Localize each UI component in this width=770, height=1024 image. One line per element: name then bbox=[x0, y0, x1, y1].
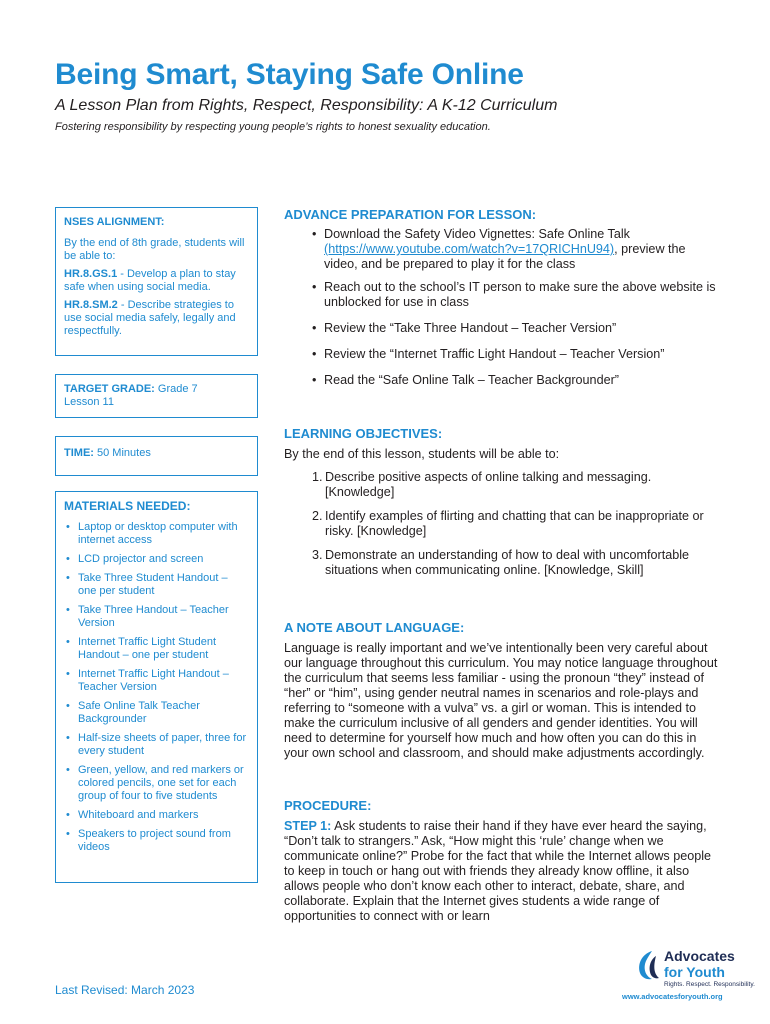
procedure-heading: PROCEDURE: bbox=[284, 798, 372, 813]
target-heading: TARGET GRADE: bbox=[64, 383, 155, 395]
objective-text: Identify examples of flirting and chatting that can be inappropriate or risky. [Knowledge] bbox=[325, 509, 704, 538]
standard-code: HR.8.SM.2 bbox=[64, 299, 118, 311]
target-grade: Grade 7 bbox=[154, 383, 198, 395]
material-item: • Internet Traffic Light Student Handout – one per student bbox=[64, 636, 249, 662]
objective-item bbox=[284, 470, 720, 500]
objectives-heading: LEARNING OBJECTIVES: bbox=[284, 426, 443, 441]
prep-item-text: Download the Safety Video Vignettes: Safe Online Talk bbox=[324, 227, 630, 241]
nses-heading: NSES ALIGNMENT: bbox=[64, 216, 165, 228]
material-item: • LCD projector and screen bbox=[64, 553, 249, 566]
time-box bbox=[55, 436, 258, 476]
nses-intro: By the end of 8th grade, students will be able to: bbox=[64, 237, 245, 262]
material-item: • Laptop or desktop computer with internet access bbox=[64, 521, 249, 547]
time-value: 50 Minutes bbox=[93, 447, 151, 459]
target-lesson: Lesson 11 bbox=[64, 396, 114, 408]
prep-list bbox=[284, 227, 720, 388]
material-item: • Take Three Handout – Teacher Version bbox=[64, 604, 249, 630]
objective-item bbox=[284, 509, 720, 539]
materials-box bbox=[55, 491, 258, 883]
objective-item bbox=[284, 548, 720, 578]
logo-tagline: Rights. Respect. Responsibility. bbox=[664, 981, 755, 988]
objective-number: 3. bbox=[312, 548, 323, 562]
materials-heading: MATERIALS NEEDED: bbox=[64, 499, 191, 513]
nses-standard bbox=[64, 268, 249, 294]
material-item: • Take Three Student Handout – one per student bbox=[64, 572, 249, 598]
nses-alignment-box bbox=[55, 207, 258, 356]
material-item: • Internet Traffic Light Handout – Teacher Version bbox=[64, 668, 249, 694]
step-label: STEP 1: bbox=[284, 819, 332, 833]
material-item: • Speakers to project sound from videos bbox=[64, 828, 249, 854]
standard-code: HR.8.GS.1 bbox=[64, 268, 118, 280]
target-grade-box bbox=[55, 374, 258, 418]
prep-item-text: , preview the video, and be prepared to play it for the class bbox=[324, 242, 686, 271]
materials-list bbox=[64, 521, 249, 854]
prep-item: • Read the “Safe Online Talk – Teacher Backgrounder” bbox=[284, 373, 720, 388]
logo-name-line2: for Youth bbox=[664, 964, 725, 980]
language-note-section bbox=[284, 620, 720, 761]
standard-text: - Develop a plan to stay safe when using social media. bbox=[64, 268, 236, 293]
prep-heading: ADVANCE PREPARATION FOR LESSON: bbox=[284, 207, 537, 222]
standard-text: - Describe strategies to use social media safely, legally and respectfully. bbox=[64, 299, 236, 337]
learning-objectives-section bbox=[284, 426, 720, 578]
language-heading: A NOTE ABOUT LANGUAGE: bbox=[284, 620, 465, 635]
procedure-step bbox=[284, 819, 720, 924]
material-item: • Safe Online Talk Teacher Backgrounder bbox=[64, 700, 249, 726]
prep-item: • Review the “Take Three Handout – Teacher Version” bbox=[284, 321, 720, 336]
prep-item bbox=[284, 227, 720, 272]
time-heading: TIME: bbox=[64, 447, 94, 459]
prep-item: • Review the “Internet Traffic Light Handout – Teacher Version” bbox=[284, 347, 720, 362]
language-body: Language is really important and we’ve intentionally been very careful about our language throughout this curriculum. You may notice language throughout the curriculum that seems less familiar - using the pronoun “they” instead of “her” or “him”, using gender neutral names in scenarios and role-plays and referring to “someone with a vulva” vs. a girl or woman. This is intended to make the curriculum inclusive of all genders and gender identities. You will need to determine for yourself how much and how often you can do this in your own school and classroom, and should make adjustments accordingly. bbox=[284, 641, 718, 760]
objective-number: 1. bbox=[312, 470, 323, 484]
page-tagline: Fostering responsibility by respecting young people’s rights to honest sexuality education. bbox=[55, 121, 491, 133]
prep-item: • Reach out to the school’s IT person to make sure the above website is unblocked for use in class bbox=[284, 280, 720, 310]
objectives-intro: By the end of this lesson, students will be able to: bbox=[284, 447, 560, 461]
objectives-list bbox=[284, 470, 720, 578]
website-url[interactable]: www.advocatesforyouth.org bbox=[622, 992, 723, 1001]
advance-preparation-section bbox=[284, 207, 720, 388]
logo-swoosh-icon bbox=[634, 948, 664, 982]
procedure-section bbox=[284, 798, 720, 924]
objective-text: Describe positive aspects of online talking and messaging. [Knowledge] bbox=[325, 470, 652, 499]
page-subtitle: A Lesson Plan from Rights, Respect, Responsibility: A K-12 Curriculum bbox=[55, 97, 558, 114]
material-item: • Whiteboard and markers bbox=[64, 809, 249, 822]
video-link[interactable]: (https://www.youtube.com/watch?v=17QRICHnU94) bbox=[324, 242, 615, 256]
nses-standard bbox=[64, 299, 249, 338]
page-title: Being Smart, Staying Safe Online bbox=[55, 58, 524, 91]
step-text: Ask students to raise their hand if they have ever heard the saying, “Don’t talk to strangers.” Ask, “How might this ‘rule’ change when we communicate online?” Probe for the fact that while the Internet allows people to keep in touch or hang out with friends they already know offline, it also allows people who don’t know each other to interact, debate, share, and collaborate. Explain that the Internet gives students a wide range of opportunities to connect with or learn bbox=[284, 819, 712, 923]
logo-name-line1: Advocates bbox=[664, 948, 735, 964]
last-revised: Last Revised: March 2023 bbox=[55, 983, 195, 997]
objective-number: 2. bbox=[312, 509, 323, 523]
objective-text: Demonstrate an understanding of how to deal with uncomfortable situations when communicating online. [Knowledge, Skill] bbox=[325, 548, 690, 577]
material-item: • Green, yellow, and red markers or colored pencils, one set for each group of four to five students bbox=[64, 764, 249, 803]
material-item: • Half-size sheets of paper, three for every student bbox=[64, 732, 249, 758]
